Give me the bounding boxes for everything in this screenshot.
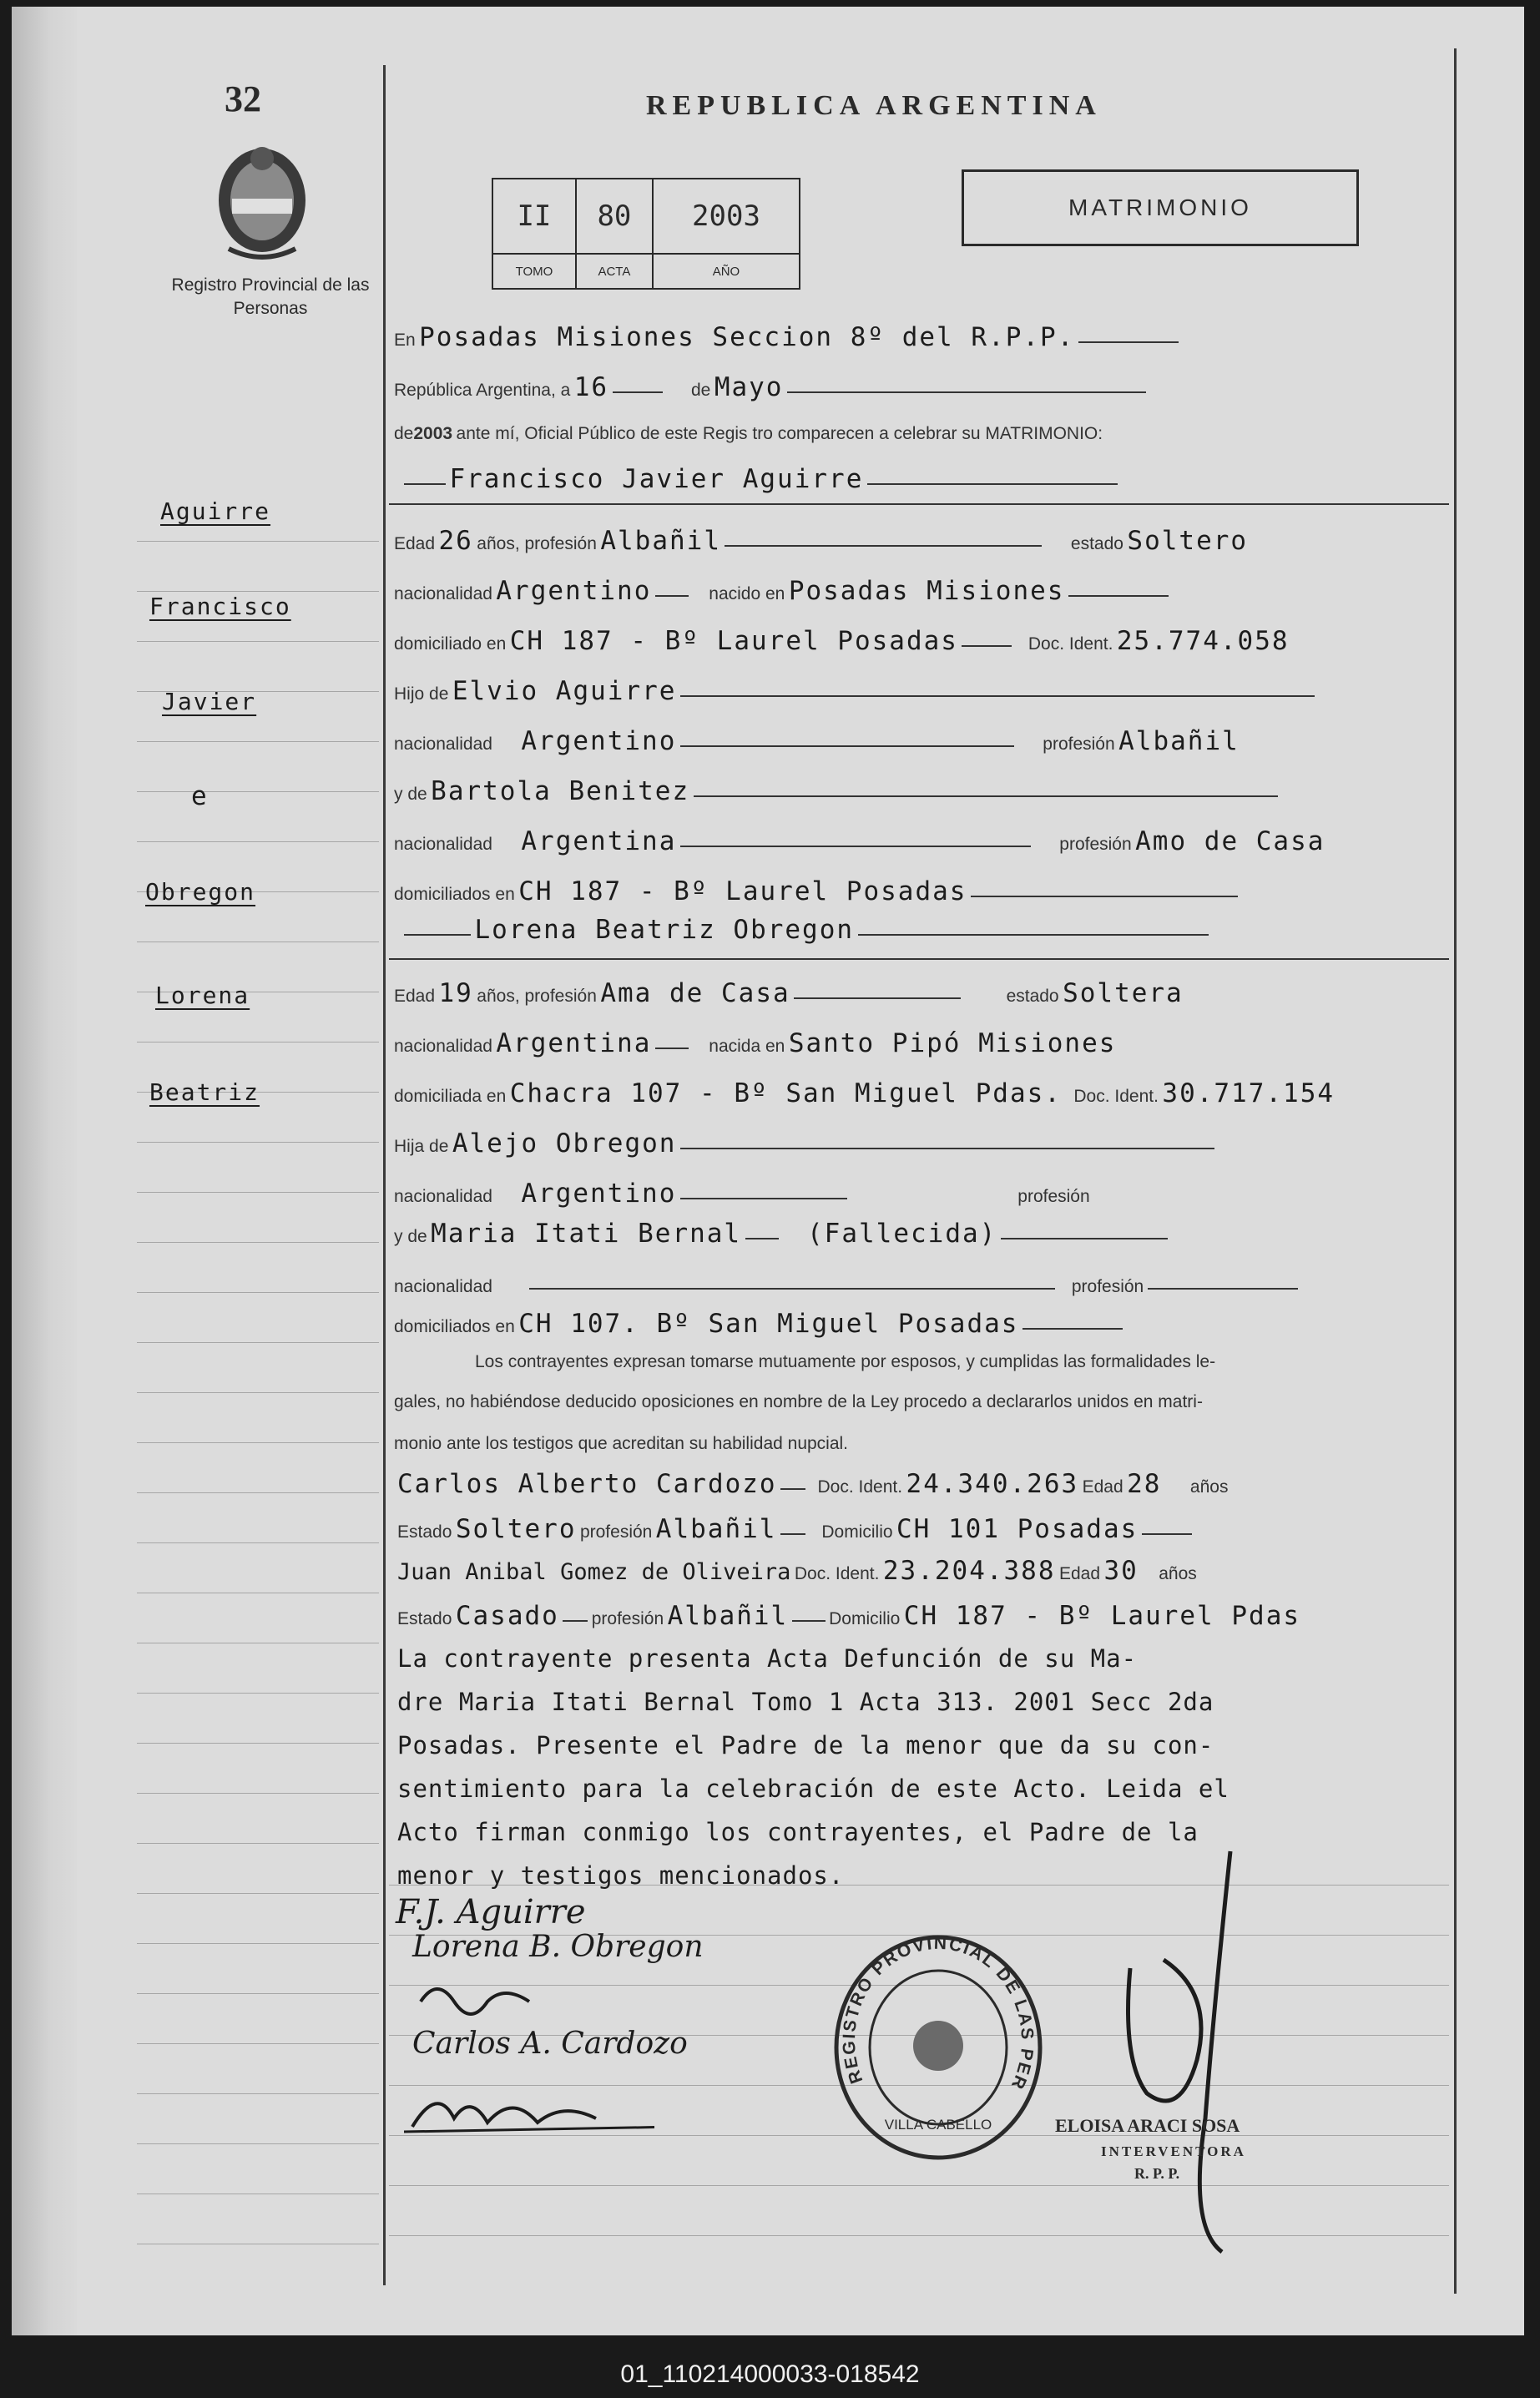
note-line-6: menor y testigos mencionados. xyxy=(397,1861,845,1890)
witness-2-details-line: Estado Casado profesión Albañil Domicilio CH 187 - Bº Laurel Pdas xyxy=(397,1601,1301,1631)
note-line-1: La contrayente presenta Acta Defunción de su Ma- xyxy=(397,1644,1138,1673)
official-seal xyxy=(830,1931,1047,2168)
handwritten-scribbles xyxy=(404,1968,654,2135)
groom-nationality-line: nacionalidad Argentino nacido en Posadas Misiones xyxy=(394,576,1169,606)
seal-inner-text: VILLA CABELLO xyxy=(884,2117,992,2133)
groom-age-line: Edad 26 años, profesión Albañil estado Soltero xyxy=(394,526,1249,556)
officer-org: R. P. P. xyxy=(1134,2165,1180,2182)
declaration-line-1: Los contrayentes expresan tomarse mutuamente por esposos, y cumplidas las formalidades le- xyxy=(475,1352,1216,1371)
page-binding-edge xyxy=(12,7,77,2335)
bride-full-name: Lorena Beatriz Obregon xyxy=(474,915,855,945)
groom-father-line: Hijo de Elvio Aguirre xyxy=(394,676,1315,706)
seal-text: REGISTRO PROVINCIAL DE LAS PER xyxy=(839,1933,1038,2093)
note-line-5: Acto firman conmigo los contrayentes, el Padre de la xyxy=(397,1818,1199,1846)
groom-address-line: domiciliado en CH 187 - Bº Laurel Posadas Doc. Ident. 25.774.058 xyxy=(394,626,1290,656)
margin-second-name-bride: Beatriz xyxy=(149,1078,260,1106)
groom-mother-line: y de Bartola Benitez xyxy=(394,776,1278,806)
officer-name: ELOISA ARACI SOSA xyxy=(1055,2115,1240,2136)
record-number-table xyxy=(492,178,800,290)
bride-signature: Lorena B. Obregon xyxy=(412,1930,704,1964)
witness-1-signature: Carlos A. Cardozo xyxy=(412,2027,688,2061)
header-title: REPUBLICA ARGENTINA xyxy=(646,90,1102,121)
page-number: 32 xyxy=(225,78,261,119)
tomo-label: TOMO xyxy=(492,254,576,289)
margin-name-groom: Francisco xyxy=(149,593,291,620)
officer-signature-scribble xyxy=(1113,1843,1255,2260)
groom-father-nationality-line: nacionalidad Argentino profesión Albañil xyxy=(394,726,1240,756)
right-border-line xyxy=(1454,48,1457,2294)
bride-address-line: domiciliada en Chacra 107 - Bº San Miguel Pdas. Doc. Ident. 30.717.154 xyxy=(394,1078,1336,1108)
groom-parents-address-line: domiciliados en CH 187 - Bº Laurel Posadas xyxy=(394,876,1238,906)
document-type-box: MATRIMONIO xyxy=(962,169,1359,246)
coat-of-arms-icon xyxy=(212,140,312,265)
acta-label: ACTA xyxy=(576,254,653,289)
register-page xyxy=(12,7,1524,2335)
groom-mother-nationality-line: nacionalidad Argentina profesión Amo de Casa xyxy=(394,826,1325,856)
groom-full-name: Francisco Javier Aguirre xyxy=(449,464,864,494)
bride-parents-address-line: domiciliados en CH 107. Bº San Miguel Posadas xyxy=(394,1309,1123,1339)
witness-1-details-line: Estado Soltero profesión Albañil Domicilio CH 101 Posadas xyxy=(397,1514,1192,1544)
intro-place-line: En Posadas Misiones Seccion 8º del R.P.P. xyxy=(394,322,1179,352)
bride-mother-nationality-line: nacionalidad profesión xyxy=(394,1269,1298,1299)
bride-name-line xyxy=(404,915,1209,945)
margin-divider xyxy=(383,65,386,2285)
ano-value: 2003 xyxy=(653,179,800,254)
bride-age-line: Edad 19 años, profesión Ama de Casa estado Soltera xyxy=(394,978,1184,1008)
witness-2-name-line: Juan Anibal Gomez de Oliveira Doc. Ident. 23.204.388 Edad 30 años xyxy=(397,1556,1197,1586)
margin-second-name-groom: Javier xyxy=(162,688,257,715)
note-line-4: sentimiento para la celebración de este Acto. Leida el xyxy=(397,1775,1229,1803)
declaration-line-3: monio ante los testigos que acreditan su habilidad nupcial. xyxy=(394,1434,849,1453)
registry-name: Registro Provincial de las Personas xyxy=(171,275,370,318)
tomo-value: II xyxy=(492,179,576,254)
note-line-3: Posadas. Presente el Padre de la menor que da su con- xyxy=(397,1731,1214,1759)
note-line-2: dre Maria Itati Bernal Tomo 1 Acta 313. 2001 Secc 2da xyxy=(397,1688,1214,1716)
acta-value: 80 xyxy=(576,179,653,254)
ano-label: AÑO xyxy=(653,254,800,289)
witness-1-name-line: Carlos Alberto Cardozo Doc. Ident. 24.340.263 Edad 28 años xyxy=(397,1469,1229,1499)
bride-father-line: Hija de Alejo Obregon xyxy=(394,1128,1214,1159)
bride-father-nationality-line: nacionalidad Argentino profesión xyxy=(394,1179,1090,1209)
bride-nationality-line: nacionalidad Argentina nacida en Santo Pipó Misiones xyxy=(394,1028,1117,1058)
intro-date-line: República Argentina, a 16 de Mayo xyxy=(394,372,1146,402)
margin-surname-groom: Aguirre xyxy=(160,497,271,525)
officer-title: INTERVENTORA xyxy=(1101,2143,1246,2159)
intro-statement-line: de2003 ante mí, Oficial Público de este Regis tro comparecen a celebrar su MATRIMONIO: xyxy=(394,424,1103,443)
declaration-line-2: gales, no habiéndose deducido oposiciones en nombre de la Ley procedo a declararlos unidos en matri- xyxy=(394,1392,1203,1411)
image-id-caption: 01_110214000033-018542 xyxy=(620,2360,920,2388)
margin-surname-bride: Obregon xyxy=(145,878,256,906)
margin-conjunction: e xyxy=(191,781,209,811)
bride-mother-line: y de Maria Itati Bernal (Fallecida) xyxy=(394,1219,1168,1249)
margin-name-bride: Lorena xyxy=(155,982,250,1009)
groom-signature: F.J. Aguirre xyxy=(396,1893,586,1931)
groom-name-line xyxy=(404,464,1118,494)
